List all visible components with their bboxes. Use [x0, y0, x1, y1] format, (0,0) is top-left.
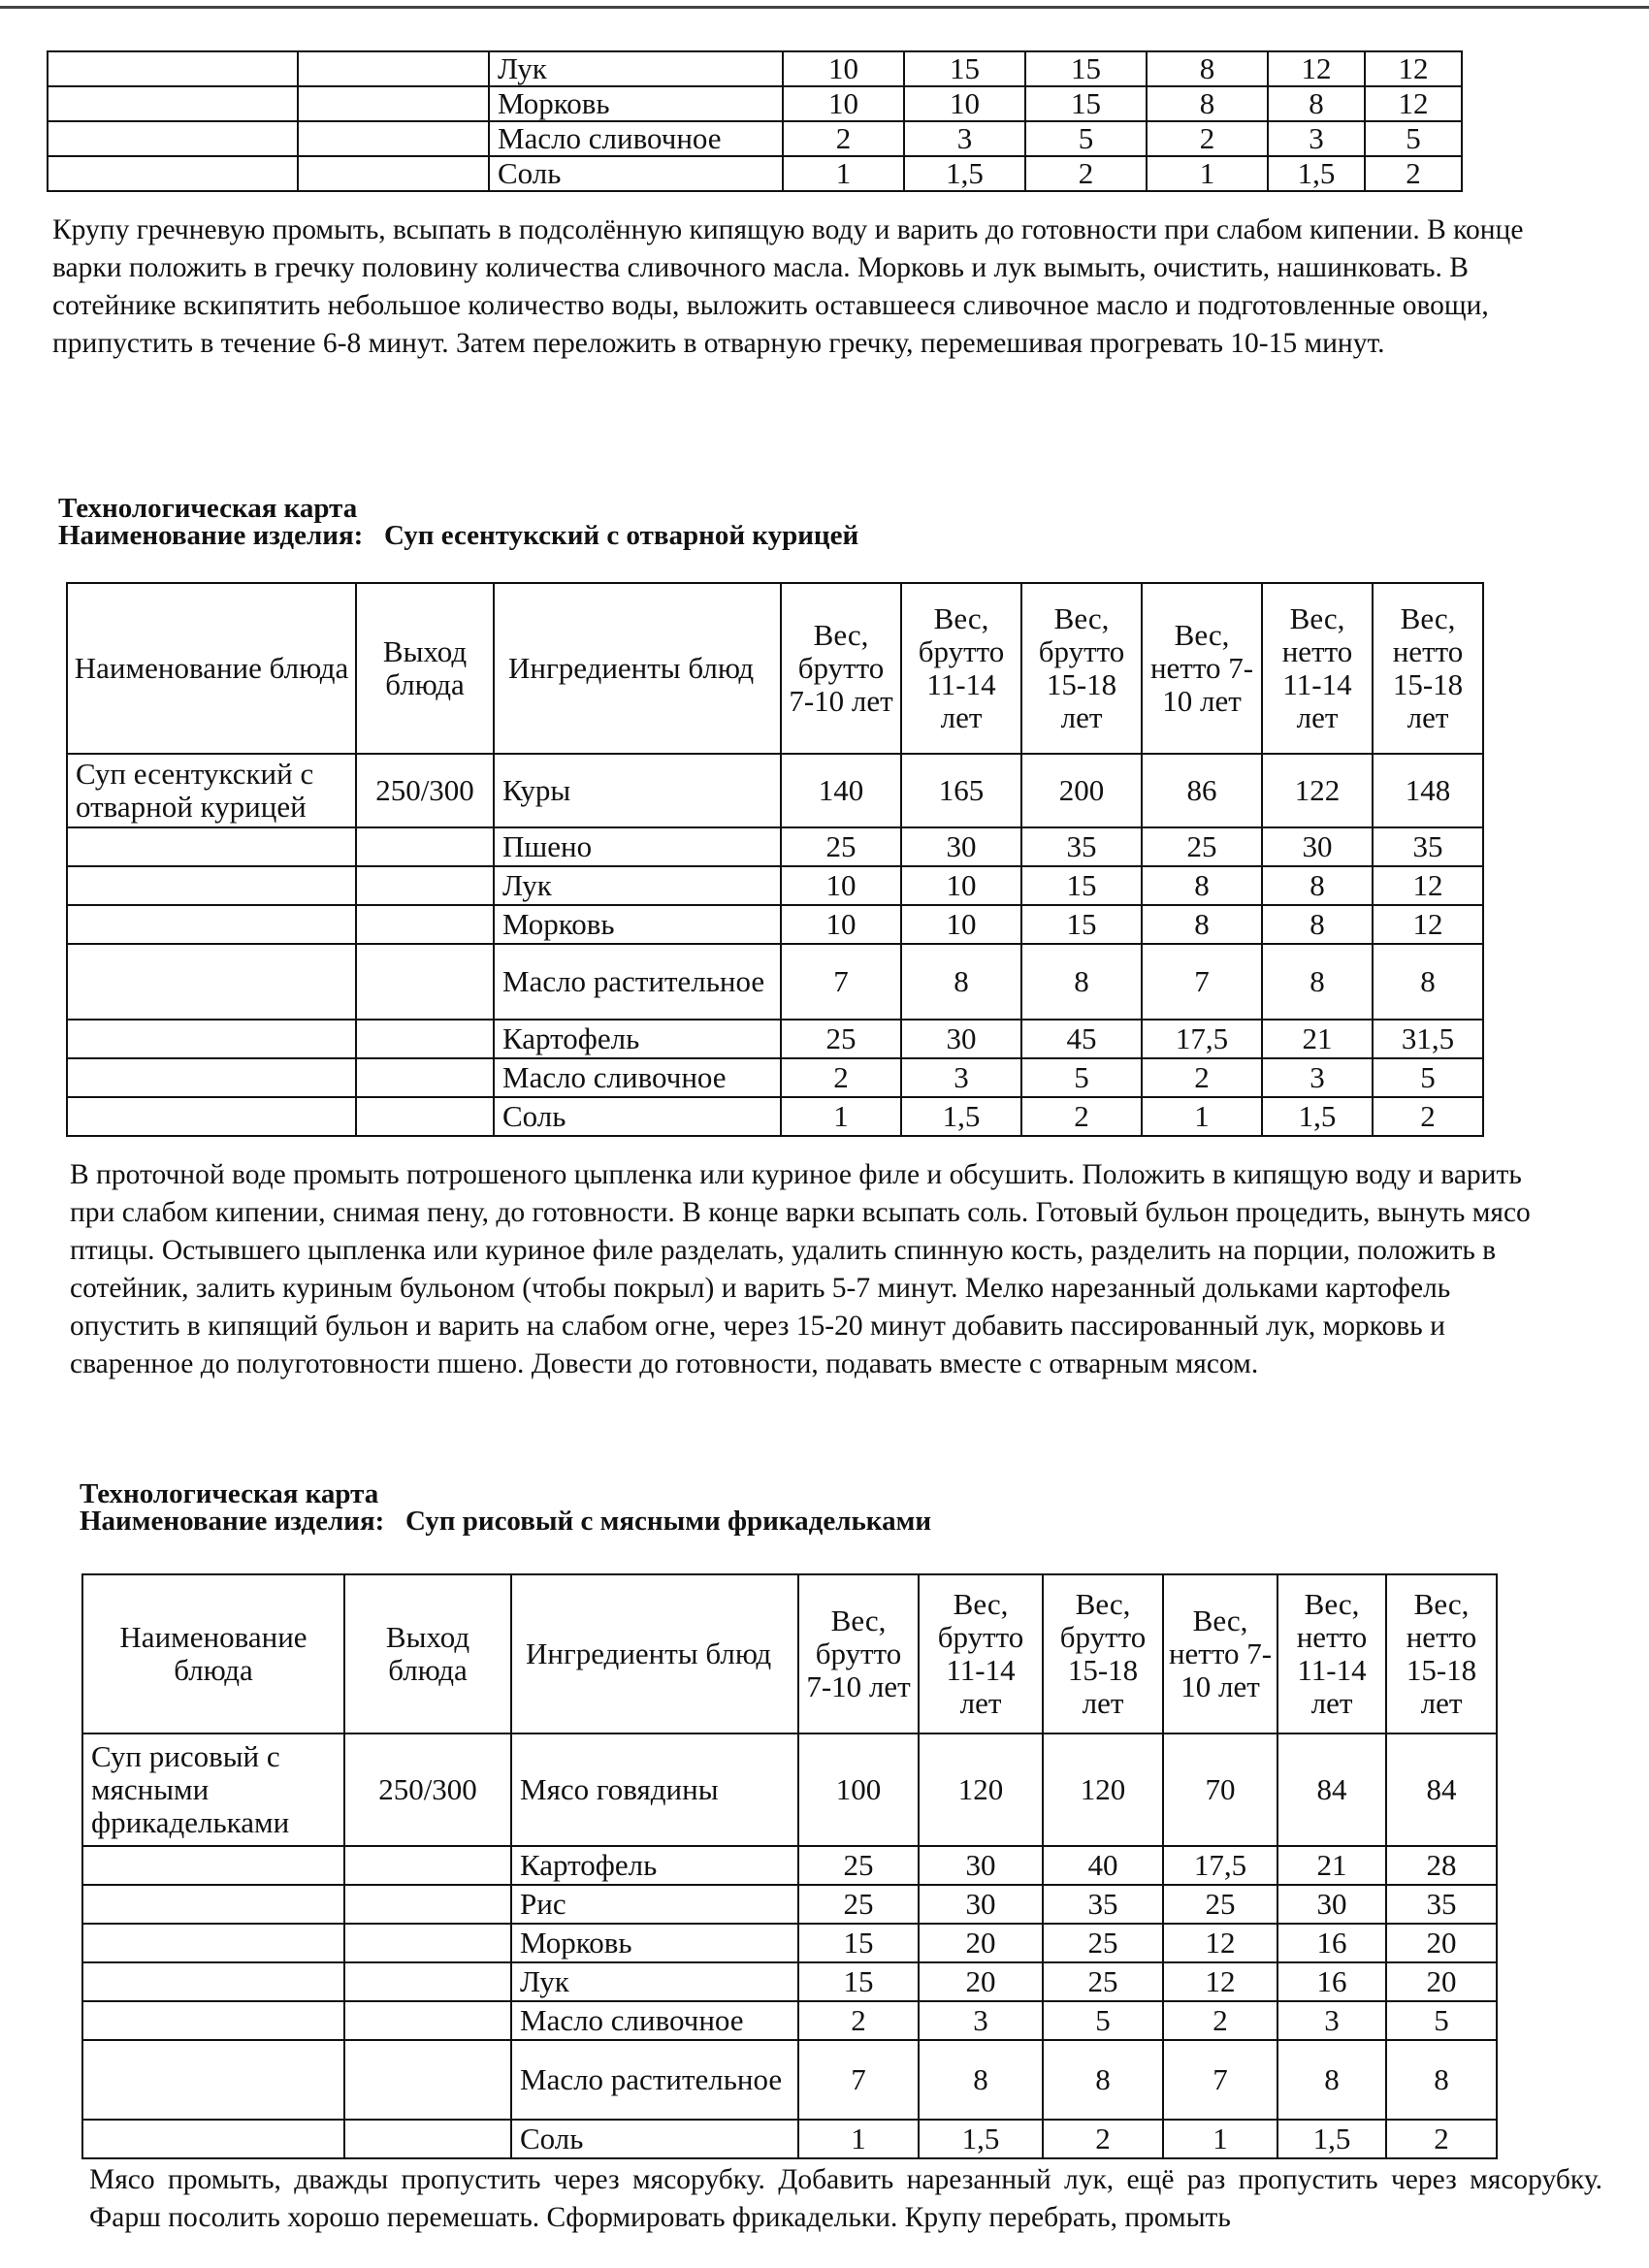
value-cell: 25	[798, 1846, 919, 1885]
output-cell	[356, 866, 494, 905]
ingredient-cell: Пшено	[494, 827, 781, 866]
value-cell: 86	[1142, 754, 1262, 827]
value-cell: 25	[781, 1020, 901, 1058]
value-cell: 10	[783, 51, 904, 86]
value-cell: 2	[1043, 2120, 1163, 2158]
value-cell: 28	[1386, 1846, 1497, 1885]
value-cell: 12	[1365, 51, 1462, 86]
value-cell: 8	[1142, 866, 1262, 905]
output-cell	[356, 1058, 494, 1097]
header-dish-name: Наименование блюда	[67, 583, 356, 754]
value-cell: 25	[1043, 1924, 1163, 1962]
value-cell: 35	[1043, 1885, 1163, 1924]
ingredient-cell: Куры	[494, 754, 781, 827]
product-name: Суп есентукский с отварной курицей	[384, 520, 859, 551]
ingredient-cell: Морковь	[511, 1924, 798, 1962]
output-cell	[298, 121, 489, 156]
table-row	[48, 86, 1462, 121]
value-cell: 1	[1163, 2120, 1277, 2158]
value-cell: 8	[1021, 944, 1142, 1020]
value-cell: 1,5	[901, 1097, 1021, 1136]
header-weight: Вес, брутто 7-10 лет	[781, 583, 901, 754]
ingredient-cell: Морковь	[489, 86, 783, 121]
value-cell: 3	[901, 1058, 1021, 1097]
value-cell: 30	[1262, 827, 1373, 866]
header-row	[67, 583, 1483, 754]
value-cell: 8	[1147, 51, 1268, 86]
scan-top-edge	[0, 6, 1649, 9]
dish-cell	[82, 2120, 344, 2158]
value-cell: 21	[1262, 1020, 1373, 1058]
recipe-table-1	[66, 582, 1484, 1137]
dish-cell	[67, 1020, 356, 1058]
value-cell: 21	[1277, 1846, 1386, 1885]
header-weight: Вес, нетто 11-14 лет	[1262, 583, 1373, 754]
table-row	[82, 2040, 1497, 2120]
header-ingredients: Ингредиенты блюд	[494, 583, 781, 754]
dish-cell	[82, 2040, 344, 2120]
value-cell: 15	[798, 1924, 919, 1962]
value-cell: 2	[781, 1058, 901, 1097]
value-cell: 7	[1163, 2040, 1277, 2120]
dish-cell	[82, 1962, 344, 2001]
table-row	[82, 1733, 1497, 1846]
header-dish-name: Наименование блюда	[82, 1574, 344, 1733]
value-cell: 10	[783, 86, 904, 121]
dish-cell	[48, 156, 298, 191]
output-cell	[298, 86, 489, 121]
value-cell: 165	[901, 754, 1021, 827]
value-cell: 12	[1373, 866, 1483, 905]
value-cell: 1,5	[1262, 1097, 1373, 1136]
table-continued	[47, 50, 1463, 192]
value-cell: 8	[1262, 866, 1373, 905]
value-cell: 20	[919, 1924, 1043, 1962]
output-cell	[344, 2120, 511, 2158]
dish-cell	[67, 905, 356, 944]
output-cell	[356, 905, 494, 944]
ingredient-cell: Картофель	[511, 1846, 798, 1885]
dish-cell: Суп есентукский с отварной курицей	[67, 754, 356, 827]
output-cell	[356, 827, 494, 866]
product-heading	[80, 1506, 931, 1538]
value-cell: 7	[781, 944, 901, 1020]
table-row	[48, 121, 1462, 156]
dish-cell	[67, 944, 356, 1020]
table-row	[67, 866, 1483, 905]
dish-cell	[48, 51, 298, 86]
table-row	[67, 905, 1483, 944]
value-cell: 12	[1365, 86, 1462, 121]
dish-cell	[82, 1846, 344, 1885]
recipe-table-2	[81, 1573, 1498, 2159]
ingredient-cell: Мясо говядины	[511, 1733, 798, 1846]
value-cell: 1	[798, 2120, 919, 2158]
preparation-text-top: Крупу гречневую промыть, всыпать в подсолённую кипящую воду и варить до готовности при слабом кипении. В конце варки положить в гречку половину количества сливочного масла. Морковь и лук вымыть, очистить, нашинковать. В сотейнике вскипятить небольшое количество воды, выложить оставшееся сливочное масло и подготовленные овощи, припустить в течение 6-8 минут. Затем переложить в отварную гречку, перемешивая прогревать 10-15 минут.	[52, 214, 1524, 359]
output-cell	[356, 944, 494, 1020]
table-row	[48, 51, 1462, 86]
header-weight: Вес, брутто 11-14 лет	[901, 583, 1021, 754]
header-row	[82, 1574, 1497, 1733]
header-output: Выход блюда	[344, 1574, 511, 1733]
table-row	[82, 2120, 1497, 2158]
dish-cell	[67, 1058, 356, 1097]
value-cell: 2	[798, 2001, 919, 2040]
value-cell: 5	[1386, 2001, 1497, 2040]
value-cell: 5	[1365, 121, 1462, 156]
value-cell: 16	[1277, 1962, 1386, 2001]
value-cell: 25	[1142, 827, 1262, 866]
dish-cell	[82, 1924, 344, 1962]
value-cell: 1,5	[1277, 2120, 1386, 2158]
product-label: Наименование изделия:	[58, 520, 364, 551]
value-cell: 5	[1021, 1058, 1142, 1097]
value-cell: 3	[904, 121, 1025, 156]
card-title: Технологическая карта	[58, 493, 358, 524]
header-weight: Вес, брутто 7-10 лет	[798, 1574, 919, 1733]
table-row	[82, 1885, 1497, 1924]
value-cell: 8	[1262, 944, 1373, 1020]
value-cell: 17,5	[1163, 1846, 1277, 1885]
table-row	[67, 1097, 1483, 1136]
value-cell: 15	[1021, 905, 1142, 944]
value-cell: 8	[1043, 2040, 1163, 2120]
value-cell: 20	[1386, 1962, 1497, 2001]
header-ingredients: Ингредиенты блюд	[511, 1574, 798, 1733]
value-cell: 8	[1147, 86, 1268, 121]
output-cell	[298, 51, 489, 86]
value-cell: 7	[798, 2040, 919, 2120]
value-cell: 7	[1142, 944, 1262, 1020]
value-cell: 20	[1386, 1924, 1497, 1962]
header-weight: Вес, брутто 15-18 лет	[1021, 583, 1142, 754]
value-cell: 8	[1142, 905, 1262, 944]
value-cell: 12	[1163, 1924, 1277, 1962]
value-cell: 2	[1147, 121, 1268, 156]
card-title: Технологическая карта	[80, 1478, 379, 1509]
value-cell: 16	[1277, 1924, 1386, 1962]
dish-cell	[82, 2001, 344, 2040]
value-cell: 10	[781, 866, 901, 905]
value-cell: 2	[1373, 1097, 1483, 1136]
value-cell: 100	[798, 1733, 919, 1846]
dish-cell	[67, 1097, 356, 1136]
ingredient-cell: Масло растительное	[494, 944, 781, 1020]
value-cell: 15	[1021, 866, 1142, 905]
value-cell: 5	[1025, 121, 1147, 156]
value-cell: 15	[1025, 51, 1147, 86]
table-row	[67, 1020, 1483, 1058]
value-cell: 8	[901, 944, 1021, 1020]
value-cell: 8	[1373, 944, 1483, 1020]
dish-cell: Суп рисовый с мясными фрикадельками	[82, 1733, 344, 1846]
value-cell: 2	[1025, 156, 1147, 191]
value-cell: 17,5	[1142, 1020, 1262, 1058]
value-cell: 35	[1386, 1885, 1497, 1924]
value-cell: 1	[1147, 156, 1268, 191]
output-cell	[298, 156, 489, 191]
value-cell: 3	[919, 2001, 1043, 2040]
ingredient-cell: Масло растительное	[511, 2040, 798, 2120]
table-row	[67, 944, 1483, 1020]
ingredient-cell: Морковь	[494, 905, 781, 944]
ingredient-cell: Масло сливочное	[489, 121, 783, 156]
value-cell: 5	[1043, 2001, 1163, 2040]
dish-cell	[48, 121, 298, 156]
output-cell	[344, 1885, 511, 1924]
value-cell: 8	[1277, 2040, 1386, 2120]
output-cell	[344, 2040, 511, 2120]
value-cell: 140	[781, 754, 901, 827]
value-cell: 200	[1021, 754, 1142, 827]
value-cell: 35	[1021, 827, 1142, 866]
value-cell: 2	[1163, 2001, 1277, 2040]
output-cell	[344, 1846, 511, 1885]
dish-cell	[67, 827, 356, 866]
value-cell: 30	[901, 827, 1021, 866]
value-cell: 31,5	[1373, 1020, 1483, 1058]
product-label: Наименование изделия:	[80, 1506, 385, 1537]
output-cell	[356, 1020, 494, 1058]
value-cell: 1	[1142, 1097, 1262, 1136]
value-cell: 148	[1373, 754, 1483, 827]
value-cell: 3	[1268, 121, 1365, 156]
table-row	[82, 2001, 1497, 2040]
value-cell: 15	[798, 1962, 919, 2001]
value-cell: 84	[1386, 1733, 1497, 1846]
value-cell: 10	[901, 905, 1021, 944]
ingredient-cell: Лук	[494, 866, 781, 905]
header-weight: Вес, нетто 15-18 лет	[1386, 1574, 1497, 1733]
header-weight: Вес, брутто 15-18 лет	[1043, 1574, 1163, 1733]
value-cell: 2	[1021, 1097, 1142, 1136]
product-heading	[58, 520, 858, 552]
ingredient-cell: Соль	[494, 1097, 781, 1136]
value-cell: 35	[1373, 827, 1483, 866]
output-cell	[344, 2001, 511, 2040]
value-cell: 2	[1142, 1058, 1262, 1097]
output-cell	[344, 1962, 511, 2001]
value-cell: 30	[919, 1846, 1043, 1885]
header-output: Выход блюда	[356, 583, 494, 754]
value-cell: 25	[1163, 1885, 1277, 1924]
value-cell: 30	[919, 1885, 1043, 1924]
ingredient-cell: Соль	[511, 2120, 798, 2158]
value-cell: 15	[1025, 86, 1147, 121]
header-weight: Вес, нетто 7-10 лет	[1163, 1574, 1277, 1733]
header-weight: Вес, нетто 11-14 лет	[1277, 1574, 1386, 1733]
value-cell: 20	[919, 1962, 1043, 2001]
value-cell: 120	[919, 1733, 1043, 1846]
value-cell: 25	[1043, 1962, 1163, 2001]
output-cell: 250/300	[356, 754, 494, 827]
value-cell: 10	[781, 905, 901, 944]
value-cell: 1	[781, 1097, 901, 1136]
value-cell: 122	[1262, 754, 1373, 827]
value-cell: 12	[1163, 1962, 1277, 2001]
value-cell: 2	[1386, 2120, 1497, 2158]
ingredient-cell: Масло сливочное	[494, 1058, 781, 1097]
value-cell: 8	[1386, 2040, 1497, 2120]
value-cell: 25	[781, 827, 901, 866]
value-cell: 30	[1277, 1885, 1386, 1924]
value-cell: 70	[1163, 1733, 1277, 1846]
value-cell: 10	[904, 86, 1025, 121]
value-cell: 8	[919, 2040, 1043, 2120]
value-cell: 10	[901, 866, 1021, 905]
output-cell: 250/300	[344, 1733, 511, 1846]
value-cell: 12	[1373, 905, 1483, 944]
table-row	[67, 1058, 1483, 1097]
dish-cell	[82, 1885, 344, 1924]
value-cell: 12	[1268, 51, 1365, 86]
value-cell: 84	[1277, 1733, 1386, 1846]
value-cell: 1,5	[1268, 156, 1365, 191]
preparation-text-card-1: В проточной воде промыть потрошеного цыпленка или куриное филе и обсушить. Положить в кипящую воду и варить при слабом кипении, снимая пену, до готовности. В конце варки всыпать соль. Готовый бульон процедить, вынуть мясо птицы. Остывшего цыпленка или куриное филе разделать, удалить спинную кость, разделить на порции, положить в сотейник, залить куриным бульоном (чтобы покрыл) и варить 5-7 минут. Мелко нарезанный дольками картофель опустить в кипящий бульон и варить на слабом огне, через 15-20 минут добавить пассированный лук, морковь и сваренное до полуготовности пшено. Довести до готовности, подавать вместе с отварным мясом.	[70, 1159, 1531, 1379]
ingredient-cell: Масло сливочное	[511, 2001, 798, 2040]
dish-cell	[48, 86, 298, 121]
value-cell: 5	[1373, 1058, 1483, 1097]
table-row	[82, 1924, 1497, 1962]
output-cell	[356, 1097, 494, 1136]
value-cell: 1	[783, 156, 904, 191]
value-cell: 25	[798, 1885, 919, 1924]
value-cell: 1,5	[919, 2120, 1043, 2158]
ingredient-cell: Лук	[489, 51, 783, 86]
header-weight: Вес, нетто 7-10 лет	[1142, 583, 1262, 754]
preparation-text-card-2: Мясо промыть, дважды пропустить через мясорубку. Добавить нарезанный лук, ещё раз пропустить через мясорубку. Фарш посолить хорошо перемешать. Сформировать фрикадельки. Крупу перебрать, промыть	[89, 2164, 1602, 2233]
value-cell: 3	[1277, 2001, 1386, 2040]
table-row	[67, 827, 1483, 866]
value-cell: 3	[1262, 1058, 1373, 1097]
dish-cell	[67, 866, 356, 905]
header-weight: Вес, брутто 11-14 лет	[919, 1574, 1043, 1733]
ingredient-cell: Соль	[489, 156, 783, 191]
value-cell: 30	[901, 1020, 1021, 1058]
ingredient-cell: Рис	[511, 1885, 798, 1924]
output-cell	[344, 1924, 511, 1962]
ingredient-cell: Картофель	[494, 1020, 781, 1058]
table-row	[82, 1962, 1497, 2001]
value-cell: 8	[1268, 86, 1365, 121]
value-cell: 120	[1043, 1733, 1163, 1846]
value-cell: 45	[1021, 1020, 1142, 1058]
value-cell: 2	[783, 121, 904, 156]
value-cell: 8	[1262, 905, 1373, 944]
table-row	[67, 754, 1483, 827]
value-cell: 1,5	[904, 156, 1025, 191]
header-weight: Вес, нетто 15-18 лет	[1373, 583, 1483, 754]
value-cell: 2	[1365, 156, 1462, 191]
table-row	[48, 156, 1462, 191]
ingredient-cell: Лук	[511, 1962, 798, 2001]
product-name: Суп рисовый с мясными фрикадельками	[405, 1506, 932, 1537]
value-cell: 40	[1043, 1846, 1163, 1885]
value-cell: 15	[904, 51, 1025, 86]
table-row	[82, 1846, 1497, 1885]
